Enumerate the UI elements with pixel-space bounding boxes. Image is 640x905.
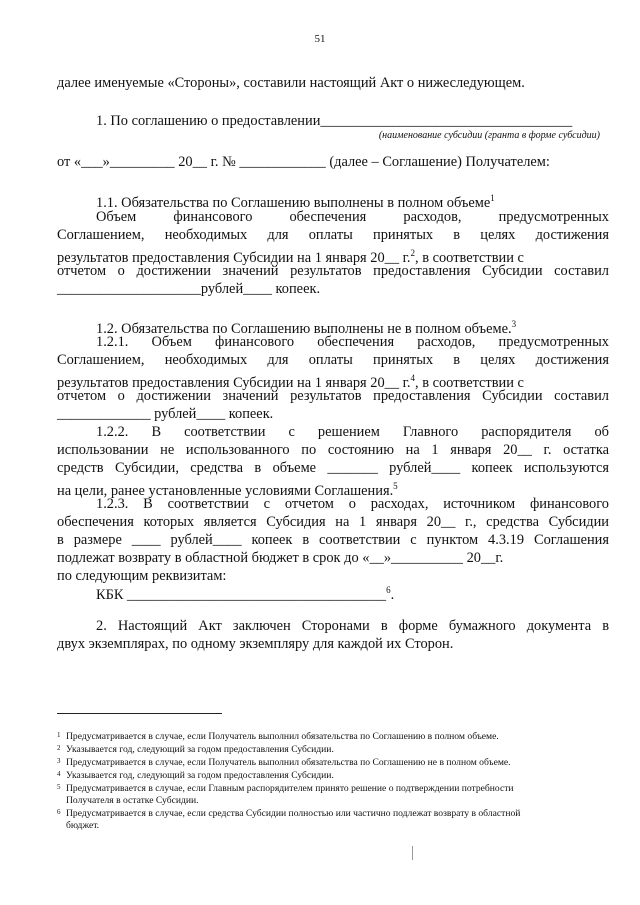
clause-1-2-2-line-2: использовании не использованного по состоянию на 1 января 20__ г. остатка [57,442,609,458]
kbk-line: КБК ____________________________________$^6$. [96,585,395,603]
clause-1-2-2-line-1: 1.2.2. В соответствии с решением Главного распорядителя об [96,424,609,440]
agreement-date-line: от «___»_________ 20__ г. № ____________ (далее – Соглашение) Получателем: [57,154,550,170]
clause-1-2-1-line-3: результатов предоставления Субсидии на 1 января 20__ г.$^4$, в соответствии с [57,373,524,391]
clause-1-1-line-1: Объем финансового обеспечения расходов, предусмотренных [96,209,609,225]
clause-1-2-3-line-3: в размере ____ рублей____ копеек в соответствии с пунктом 4.3.19 Соглашения [57,532,609,548]
clause-2-line-2: двух экземплярах, по одному экземпляру для каждой их Сторон. [57,636,454,652]
clause-1-2-1-line-4: отчетом о достижении значений результатов предоставления Субсидии составил [57,388,609,404]
clause-1-2-3-line-4: подлежат возврату в областной бюджет в срок до «__»__________ 20__г. [57,550,504,566]
clause-1-2-1-line-1: 1.2.1. Объем финансового обеспечения расходов, предусмотренных [96,334,609,350]
clause-1-2-title: 1.2. Обязательства по Соглашению выполнены не в полном объеме.$^3$ [96,319,517,337]
intro-line: далее именуемые «Стороны», составили настоящий Акт о нижеследующем. [57,75,525,91]
clause-1-line: 1. По соглашению о предоставлении___________________________________ [96,113,573,129]
clause-1-2-3-line-1: 1.2.3. В соответствии с отчетом о расходах, источником финансового [96,496,609,512]
clause-1-2-2-line-4: на цели, ранее установленные условиями Соглашения.$^5$ [57,481,398,499]
clause-1-2-3-line-2: обеспечения которых является Субсидия на 1 января 20__ г., средства Субсидии [57,514,609,530]
page-number: 51 [314,33,326,45]
clause-1-1-line-3: результатов предоставления Субсидии на 1 января 20__ г.$^2$, в соответствии с [57,248,524,266]
clause-2-line-1: 2. Настоящий Акт заключен Сторонами в форме бумажного документа в [96,618,609,634]
clause-1-1-amount: ____________________рублей____ копеек. [57,281,321,297]
subsidy-name-caption: (наименование субсидии (гранта в форме субсидии) [378,130,600,141]
clause-1-2-3-line-5: по следующим реквизитам: [57,568,227,584]
clause-1-2-2-line-3: средств Субсидии, средства в объеме _______ рублей____ копеек используются [57,460,609,476]
scan-mark [412,846,413,860]
clause-1-1-title: 1.1. Обязательства по Соглашению выполнены в полном объеме$^1$ [96,193,495,211]
footnote-separator [57,713,222,714]
document-page: 51 далее именуемые «Стороны», составили настоящий Акт о нижеследующем. 1. По соглашению о предоставлении___________________________________ (наименование субсидии (гранта в форме субсидии) от «___»_________ 20__ г. № ____________ (далее – Соглашение) Получателем: 1.1. Обязательства по Соглашению выполнены в полном объеме$^1$ Объем финансового обеспечения расходов, предусмотренных Соглашением, необходимых для оплаты принятых в целях достижения результатов предоставления Субсидии на 1 января 20__ г.$^2$, в соответствии с отчетом о достижении значений результатов предоставления Субсидии составил ____________________рублей____ копеек. 1.2. Обязательства по Соглашению выполнены не в полном объеме.$^3$ 1.2.1. Объем финансового обеспечения расходов, предусмотренных Соглашением, необходимых для оплаты принятых в целях достижения результатов предоставления Субсидии на 1 января 20__ г.$^4$, в соответствии с отчетом о достижении значений результатов предоставления Субсидии составил _____________ рублей____ копеек. 1.2.2. В соответствии с решением Главного распорядителя об использовании не использованного по состоянию на 1 января 20__ г. остатка средств Субсидии, средства в объеме _______ рублей____ копеек используются на цели, ранее установленные условиями Соглашения.$^5$ 1.2.3. В соответствии с отчетом о расходах, источником финансового обеспечения которых является Субсидия на 1 января 20__ г., средства Субсидии в размере ____ рублей____ копеек в соответствии с пунктом 4.3.19 Соглашения подлежат возврату в областной бюджет в срок до «__»__________ 20__г. по следующим реквизитам: КБК ____________________________________$^6$. 2. Настоящий Акт заключен Сторонами в форме бумажного документа в двух экземплярах, по одному экземпляру для каждой их Сторон. 1 Предусматривается в случае, если Получатель выполнил обязательства по Соглашению в полном объеме. 2 Указывается год, следующий за годом предоставления Субсидии. 3 Предусматривается в случае, если Получатель выполнил обязательства по Соглашению не в полном объеме. 4 Указывается год, следующий за годом предоставления Субсидии. 5 Предусматривается в случае, если Главным распорядителем принято решение о подтверждении потребности Получателя в остатке Субсидии. 6 Предусматривается в случае, если средства Субсидии полностью или частично подлежат возврату в областной бюджет. [0,0,640,905]
clause-1-1-line-4: отчетом о достижении значений результатов предоставления Субсидии составил [57,263,609,279]
clause-1-1-line-2: Соглашением, необходимых для оплаты принятых в целях достижения [57,227,609,243]
clause-1-2-1-line-2: Соглашением, необходимых для оплаты принятых в целях достижения [57,352,609,368]
clause-1-2-1-amount: _____________ рублей____ копеек. [57,406,274,422]
